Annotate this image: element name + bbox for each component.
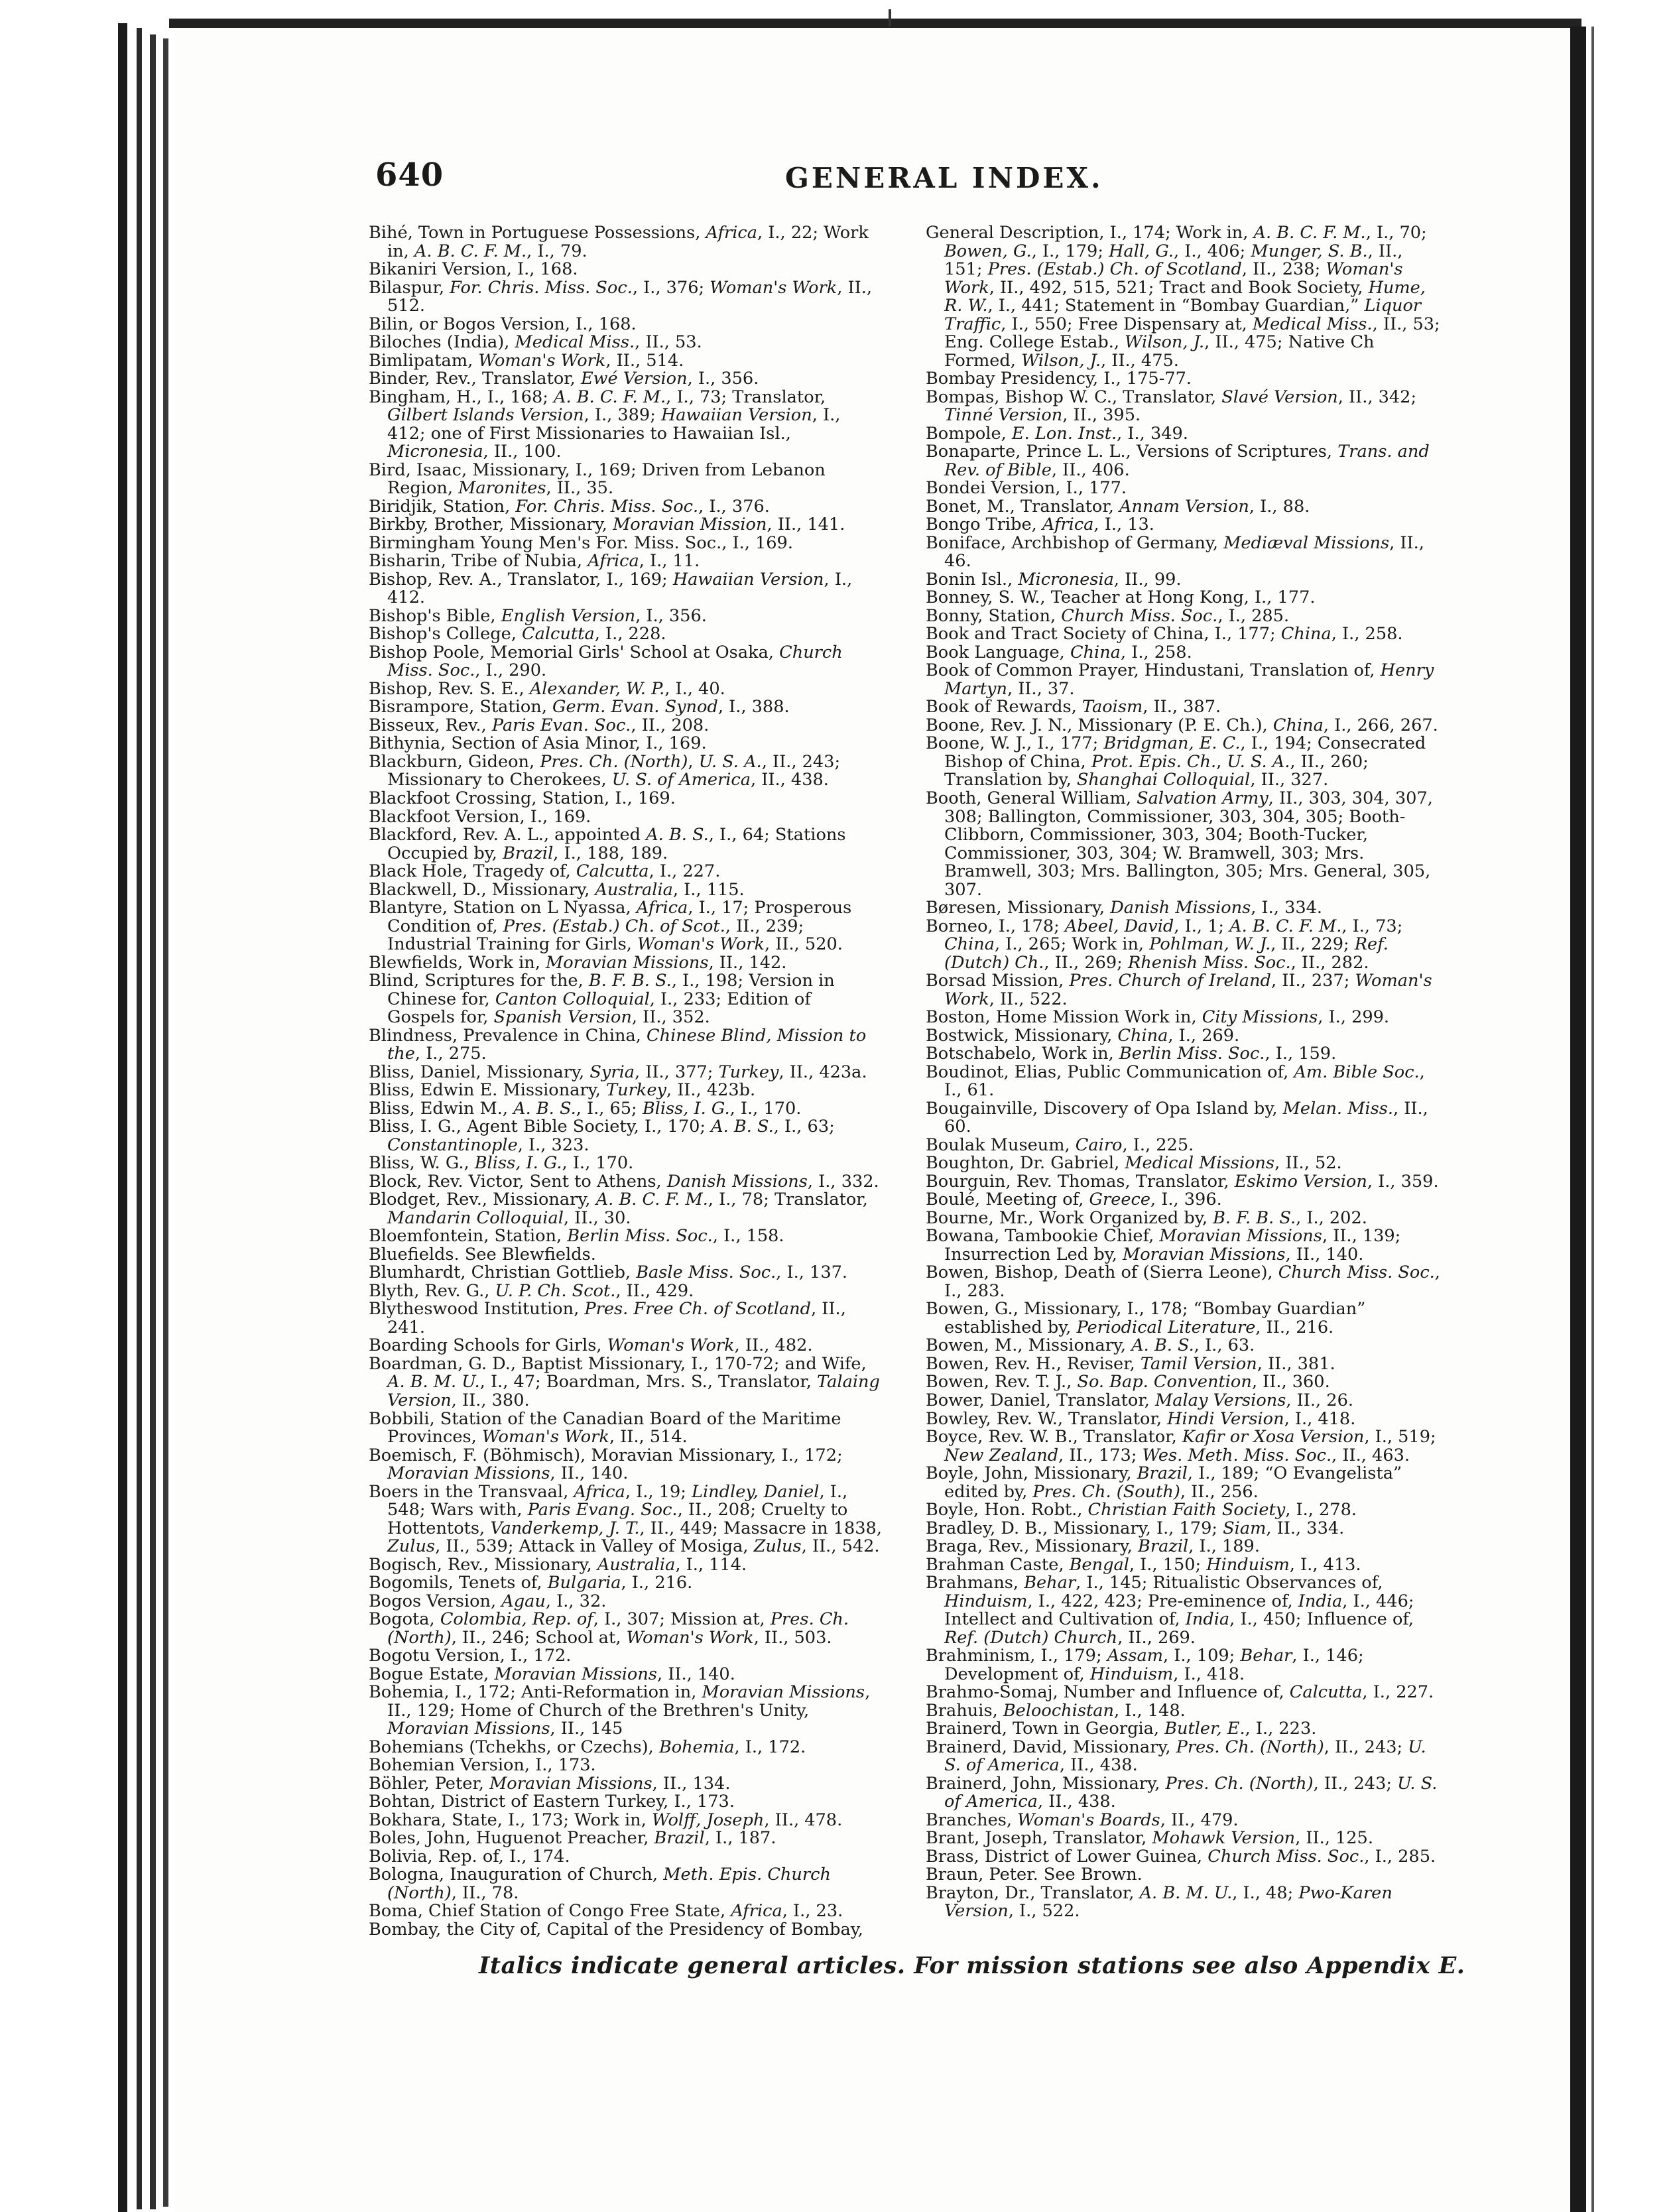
- index-entry: Bilaspur, For. Chris. Miss. Soc., I., 376; Woman's Work, II., 512.: [369, 277, 873, 316]
- index-entry: Bikaniri Version, I., 168.: [369, 259, 578, 280]
- index-column-left: [369, 224, 883, 1939]
- index-entry: Bishop, Rev. S. E., Alexander, W. P., I., 40.: [369, 678, 725, 699]
- index-entry: Biridjik, Station, For. Chris. Miss. Soc., I., 376.: [369, 496, 770, 517]
- index-entry: Bogue Estate, Moravian Missions, II., 140.: [369, 1664, 735, 1684]
- index-entry: Bondei Version, I., 177.: [926, 478, 1127, 499]
- index-entry: Bologna, Inauguration of Church, Meth. Epis. Church (North), II., 78.: [369, 1865, 831, 1903]
- index-entry: Bongo Tribe, Africa, I., 13.: [926, 515, 1154, 535]
- index-entry: Bohemian Version, I., 173.: [369, 1755, 596, 1776]
- index-entry: Bogomils, Tenets of, Bulgaria, I., 216.: [369, 1573, 693, 1593]
- index-entry: Bimlipatam, Woman's Work, II., 514.: [369, 350, 684, 371]
- index-entry: Booth, General William, Salvation Army, II., 303, 304, 307, 308; Ballington, Commissioner, 303, 304, 305; Booth-Clibborn, Commissioner, 303, 304; Booth-Tucker, Commissioner, 303, 304; W. Bramwell, 303; Mrs. Bramwell, 303; Mrs. Ballington, 305; Mrs. General, 305, 307.: [926, 788, 1433, 900]
- index-entry: Birkby, Brother, Missionary, Moravian Mission, II., 141.: [369, 515, 845, 535]
- index-entry: Brainerd, David, Missionary, Pres. Ch. (North), II., 243; U. S. of America, II., 438.: [926, 1737, 1426, 1776]
- index-entry: Binder, Rev., Translator, Ewé Version, I., 356.: [369, 369, 759, 389]
- index-entry: Bostwick, Missionary, China, I., 269.: [926, 1025, 1240, 1046]
- index-entry: Bluefields. See Blewfields.: [369, 1244, 596, 1264]
- index-entry: Blackford, Rev. A. L., appointed A. B. S., I., 64; Stations Occupied by, Brazil, I., 188, 189.: [369, 825, 846, 863]
- index-entry: Branches, Woman's Boards, II., 479.: [926, 1810, 1239, 1830]
- index-entry: Bilin, or Bogos Version, I., 168.: [369, 314, 637, 334]
- index-entry: Bradley, D. B., Missionary, I., 179; Siam, II., 334.: [926, 1518, 1345, 1538]
- index-entry: Bisseux, Rev., Paris Evan. Soc., II., 208.: [369, 715, 710, 735]
- index-entry: Bogota, Colombia, Rep. of, I., 307; Mission at, Pres. Ch. (North), II., 246; School at, Woman's Work, II., 503.: [369, 1609, 849, 1648]
- index-entry: Bonet, M., Translator, Annam Version, I., 88.: [926, 496, 1310, 517]
- index-entry: Bowley, Rev. W., Translator, Hindi Version, I., 418.: [926, 1408, 1356, 1429]
- index-entry: Blytheswood Institution, Pres. Free Ch. of Scotland, II., 241.: [369, 1299, 846, 1337]
- index-entry: Brahmo-Somaj, Number and Influence of, Calcutta, I., 227.: [926, 1682, 1434, 1703]
- scan-mark: [889, 9, 891, 27]
- index-entry: Böhler, Peter, Moravian Missions, II., 134.: [369, 1773, 731, 1794]
- index-entry: Bourguin, Rev. Thomas, Translator, Eskimo Version, I., 359.: [926, 1171, 1439, 1192]
- footer-note: Italics indicate general articles. For mission stations see also Appendix E.: [479, 1952, 1465, 1979]
- index-entry: Bliss, Daniel, Missionary, Syria, II., 377; Turkey, II., 423a.: [369, 1062, 867, 1082]
- index-entry: Birmingham Young Men's For. Miss. Soc., I., 169.: [369, 532, 793, 553]
- index-entry: Boardman, G. D., Baptist Missionary, I., 170-72; and Wife, A. B. M. U., I., 47; Boardman, Mrs. S., Translator, Talaing Version, II., 380.: [369, 1353, 880, 1410]
- index-entry: Blantyre, Station on L Nyassa, Africa, I., 17; Prosperous Condition of, Pres. (Estab.) Ch. of Scot., II., 239; Industrial Training for Girls, Woman's Work, II., 520.: [369, 898, 852, 955]
- index-entry: Blewfields, Work in, Moravian Missions, II., 142.: [369, 952, 787, 973]
- index-entry: Book and Tract Society of China, I., 177; China, I., 258.: [926, 624, 1403, 645]
- index-entry: Blodget, Rev., Missionary, A. B. C. F. M., I., 78; Translator, Mandarin Colloquial, II., 30.: [369, 1190, 868, 1228]
- index-entry: Boers in the Transvaal, Africa, I., 19; Lindley, Daniel, I., 548; Wars with, Paris Evang. Soc., II., 208; Cruelty to Hottentots, Vanderkemp, J. T., II., 449; Massacre in 1838, Zulus, II., 539; Attack in Valley of Mosiga, Zulus, II., 542.: [369, 1481, 882, 1557]
- top-border: [169, 19, 1581, 28]
- index-entry: General Description, I., 174; Work in, A. B. C. F. M., I., 70; Bowen, G., I., 179; Hall, G., I., 406; Munger, S. B., II., 151; Pres. (Estab.) Ch. of Scotland, II., 238; Woman's Work, II., 492, 515, 521; Tract and Book Society, Hume, R. W., I., 441; Statement in “Bombay Guardian,” Liquor Traffic, I., 550; Free Dispensary at, Medical Miss., II., 53; Eng. College Estab., Wilson, J., II., 475; Native Ch Formed, Wilson, J., II., 475.: [926, 223, 1440, 371]
- index-entry: Brainerd, Town in Georgia, Butler, E., I., 223.: [926, 1719, 1317, 1739]
- index-entry: Bonney, S. W., Teacher at Hong Kong, I., 177.: [926, 587, 1316, 608]
- index-entry: Bohemia, I., 172; Anti-Reformation in, Moravian Missions, II., 129; Home of Church of the Brethren's Unity, Moravian Missions, II., 145: [369, 1682, 871, 1739]
- index-entry: Boyle, John, Missionary, Brazil, I., 189; “O Evangelista” edited by, Pres. Ch. (South), II., 256.: [926, 1463, 1402, 1502]
- index-entry: Biloches (India), Medical Miss., II., 53.: [369, 332, 702, 353]
- index-entry: Brant, Joseph, Translator, Mohawk Version, II., 125.: [926, 1828, 1373, 1849]
- page-edge-stack: [150, 34, 156, 2209]
- index-entry: Bowen, Rev. H., Reviser, Tamil Version, II., 381.: [926, 1353, 1335, 1374]
- book-gutter: [1570, 27, 1586, 2212]
- index-entry: Blackfoot Version, I., 169.: [369, 806, 591, 827]
- index-entry: Blackburn, Gideon, Pres. Ch. (North), U. S. A., II., 243; Missionary to Cherokees, U. S. of America, II., 438.: [369, 751, 841, 790]
- index-entry: Bingham, H., I., 168; A. B. C. F. M., I., 73; Translator, Gilbert Islands Version, I., 389; Hawaiian Version, I., 412; one of First Missionaries to Hawaiian Isl., Micronesia, II., 100.: [369, 387, 841, 462]
- index-entry: Blyth, Rev. G., U. P. Ch. Scot., II., 429.: [369, 1280, 694, 1301]
- index-entry: Bishop's Bible, English Version, I., 356.: [369, 605, 707, 626]
- index-entry: Boarding Schools for Girls, Woman's Work, II., 482.: [369, 1335, 813, 1356]
- index-entry: Brahuis, Beloochistan, I., 148.: [926, 1700, 1186, 1721]
- index-entry: Blumhardt, Christian Gottlieb, Basle Miss. Soc., I., 137.: [369, 1262, 848, 1283]
- index-entry: Bithynia, Section of Asia Minor, I., 169.: [369, 733, 707, 754]
- index-entry: Bowen, G., Missionary, I., 178; “Bombay Guardian” established by, Periodical Literature, II., 216.: [926, 1299, 1366, 1337]
- index-entry: Bowen, M., Missionary, A. B. S., I., 63.: [926, 1335, 1255, 1356]
- index-entry: Bohtan, District of Eastern Turkey, I., 173.: [369, 1792, 735, 1812]
- index-entry: Boniface, Archbishop of Germany, Mediæval Missions, II., 46.: [926, 532, 1424, 572]
- index-entry: Bombay Presidency, I., 175-77.: [926, 369, 1192, 389]
- index-entry: Bowen, Bishop, Death of (Sierra Leone), Church Miss. Soc., I., 283.: [926, 1262, 1440, 1301]
- index-entry: Bonaparte, Prince L. L., Versions of Scriptures, Trans. and Rev. of Bible, II., 406.: [926, 442, 1430, 480]
- index-entry: Boemisch, F. (Böhmisch), Moravian Missionary, I., 172; Moravian Missions, II., 140.: [369, 1445, 843, 1484]
- index-entry: Bird, Isaac, Missionary, I., 169; Driven from Lebanon Region, Maronites, II., 35.: [369, 460, 826, 499]
- index-entry: Boone, Rev. J. N., Missionary (P. E. Ch.), China, I., 266, 267.: [926, 715, 1438, 735]
- index-entry: Bohemians (Tchekhs, or Czechs), Bohemia, I., 172.: [369, 1737, 806, 1757]
- index-entry: Bobbili, Station of the Canadian Board of the Maritime Provinces, Woman's Work, II., 514.: [369, 1408, 841, 1447]
- index-entry: Boone, W. J., I., 177; Bridgman, E. C., I., 194; Consecrated Bishop of China, Prot. Epis. Ch., U. S. A., II., 260; Translation by, Shanghai Colloquial, II., 327.: [926, 733, 1426, 790]
- page-edge-stack: [118, 23, 127, 2212]
- index-entry: Bliss, Edwin E. Missionary, Turkey, II., 423b.: [369, 1080, 756, 1101]
- index-entry: Brahman Caste, Bengal, I., 150; Hinduism, I., 413.: [926, 1554, 1361, 1575]
- index-entry: Bihé, Town in Portuguese Possessions, Africa, I., 22; Work in, A. B. C. F. M., I., 79.: [369, 223, 869, 261]
- index-entry: Bonny, Station, Church Miss. Soc., I., 285.: [926, 605, 1290, 626]
- index-entry: Bogotu Version, I., 172.: [369, 1646, 572, 1666]
- index-entry: Bliss, I. G., Agent Bible Society, I., 170; A. B. S., I., 63; Constantinople, I., 323.: [369, 1117, 835, 1155]
- index-entry: Bloemfontein, Station, Berlin Miss. Soc., I., 158.: [369, 1226, 784, 1247]
- index-entry: Brahminism, I., 179; Assam, I., 109; Behar, I., 146; Development of, Hinduism, I., 418.: [926, 1646, 1364, 1684]
- index-entry: Bowana, Tambookie Chief, Moravian Missions, II., 139; Insurrection Led by, Moravian Missions, II., 140.: [926, 1226, 1401, 1264]
- index-entry: Boles, John, Huguenot Preacher, Brazil, I., 187.: [369, 1828, 776, 1849]
- index-entry: Bokhara, State, I., 173; Work in, Wolff, Joseph, II., 478.: [369, 1810, 843, 1830]
- index-entry: Borsad Mission, Pres. Church of Ireland, II., 237; Woman's Work, II., 522.: [926, 971, 1432, 1009]
- index-entry: Book of Common Prayer, Hindustani, Translation of, Henry Martyn, II., 37.: [926, 660, 1434, 699]
- page-edge-stack: [137, 28, 142, 2209]
- index-entry: Bogos Version, Agau, I., 32.: [369, 1591, 607, 1611]
- index-entry: Bishop, Rev. A., Translator, I., 169; Hawaiian Version, I., 412.: [369, 569, 853, 608]
- index-entry: Bombay, the City of, Capital of the Presidency of Bombay,: [369, 1919, 863, 1939]
- index-entry: Book of Rewards, Taoism, II., 387.: [926, 697, 1221, 717]
- index-entry: Børesen, Missionary, Danish Missions, I., 334.: [926, 898, 1323, 918]
- index-entry: Bisharin, Tribe of Nubia, Africa, I., 11.: [369, 551, 700, 572]
- index-entry: Blindness, Prevalence in China, Chinese Blind, Mission to the, I., 275.: [369, 1025, 867, 1064]
- index-entry: Bourne, Mr., Work Organized by, B. F. B. S., I., 202.: [926, 1207, 1367, 1228]
- index-entry: Boudinot, Elias, Public Communication of, Am. Bible Soc., I., 61.: [926, 1062, 1425, 1101]
- facing-page-edge: [1586, 27, 1671, 2212]
- index-entry: Block, Rev. Victor, Sent to Athens, Danish Missions, I., 332.: [369, 1171, 879, 1192]
- index-entry: Bompole, E. Lon. Inst., I., 349.: [926, 423, 1188, 444]
- index-column-right: [926, 224, 1440, 1921]
- index-entry: Boulé, Meeting of, Greece, I., 396.: [926, 1190, 1222, 1210]
- index-entry: Bishop Poole, Memorial Girls' School at Osaka, Church Miss. Soc., I., 290.: [369, 642, 843, 681]
- index-entry: Book Language, China, I., 258.: [926, 642, 1192, 662]
- facing-page-line: [1591, 27, 1594, 2212]
- index-entry: Braun, Peter. See Brown.: [926, 1865, 1143, 1885]
- index-entry: Braga, Rev., Missionary, Brazil, I., 189.: [926, 1536, 1260, 1557]
- index-entry: Bogisch, Rev., Missionary, Australia, I., 114.: [369, 1554, 747, 1575]
- index-entry: Boston, Home Mission Work in, City Missions, I., 299.: [926, 1007, 1390, 1028]
- index-entry: Botschabelo, Work in, Berlin Miss. Soc., I., 159.: [926, 1044, 1337, 1064]
- scan-margin: [0, 0, 118, 2212]
- index-entry: Boyce, Rev. W. B., Translator, Kafir or Xosa Version, I., 519; New Zealand, II., 173; Wes. Meth. Miss. Soc., II., 463.: [926, 1427, 1436, 1465]
- index-entry: Bliss, W. G., Bliss, I. G., I., 170.: [369, 1153, 634, 1174]
- index-entry: Bolivia, Rep. of, I., 174.: [369, 1846, 570, 1867]
- page-number: 640: [375, 156, 444, 194]
- index-entry: Boma, Chief Station of Congo Free State, Africa, I., 23.: [369, 1901, 843, 1922]
- index-entry: Brass, District of Lower Guinea, Church Miss. Soc., I., 285.: [926, 1846, 1436, 1867]
- running-head: GENERAL INDEX.: [785, 162, 1103, 194]
- index-entry: Bliss, Edwin M., A. B. S., I., 65; Bliss, I. G., I., 170.: [369, 1098, 802, 1119]
- index-entry: Bonin Isl., Micronesia, II., 99.: [926, 569, 1182, 589]
- index-entry: Brayton, Dr., Translator, A. B. M. U., I., 48; Pwo-Karen Version, I., 522.: [926, 1882, 1392, 1922]
- index-entry: Brahmans, Behar, I., 145; Ritualistic Observances of, Hinduism, I., 422, 423; Pre-eminence of, India, I., 446; Intellect and Cultivation of, India, I., 450; Influence of, Ref. (Dutch) Church, II., 269.: [926, 1573, 1414, 1648]
- page-edge-stack: [163, 38, 168, 2207]
- index-entry: Boulak Museum, Cairo, I., 225.: [926, 1135, 1194, 1155]
- index-entry: Black Hole, Tragedy of, Calcutta, I., 227.: [369, 861, 721, 882]
- index-entry: Blackfoot Crossing, Station, I., 169.: [369, 788, 676, 808]
- index-entry: Boyle, Hon. Robt., Christian Faith Society, I., 278.: [926, 1500, 1357, 1520]
- index-entry: Bowen, Rev. T. J., So. Bap. Convention, II., 360.: [926, 1372, 1330, 1392]
- index-entry: Bisrampore, Station, Germ. Evan. Synod, I., 388.: [369, 697, 790, 717]
- index-entry: Blackwell, D., Missionary, Australia, I., 115.: [369, 879, 745, 900]
- index-entry: Blind, Scriptures for the, B. F. B. S., I., 198; Version in Chinese for, Canton Colloquial, I., 233; Edition of Gospels for, Spanish Version, II., 352.: [369, 971, 835, 1028]
- index-entry: Borneo, I., 178; Abeel, David, I., 1; A. B. C. F. M., I., 73; China, I., 265; Work in, Pohlman, W. J., II., 229; Ref. (Dutch) Ch., II., 269; Rhenish Miss. Soc., II., 282.: [926, 916, 1403, 973]
- index-entry: Brainerd, John, Missionary, Pres. Ch. (North), II., 243; U. S. of America, II., 438.: [926, 1773, 1438, 1812]
- index-entry: Boughton, Dr. Gabriel, Medical Missions, II., 52.: [926, 1153, 1342, 1174]
- index-entry: Bower, Daniel, Translator, Malay Versions, II., 26.: [926, 1390, 1354, 1410]
- index-entry: Bougainville, Discovery of Opa Island by, Melan. Miss., II., 60.: [926, 1098, 1428, 1137]
- index-entry: Bishop's College, Calcutta, I., 228.: [369, 624, 666, 645]
- index-entry: Bompas, Bishop W. C., Translator, Slavé Version, II., 342; Tinné Version, II., 395.: [926, 387, 1417, 426]
